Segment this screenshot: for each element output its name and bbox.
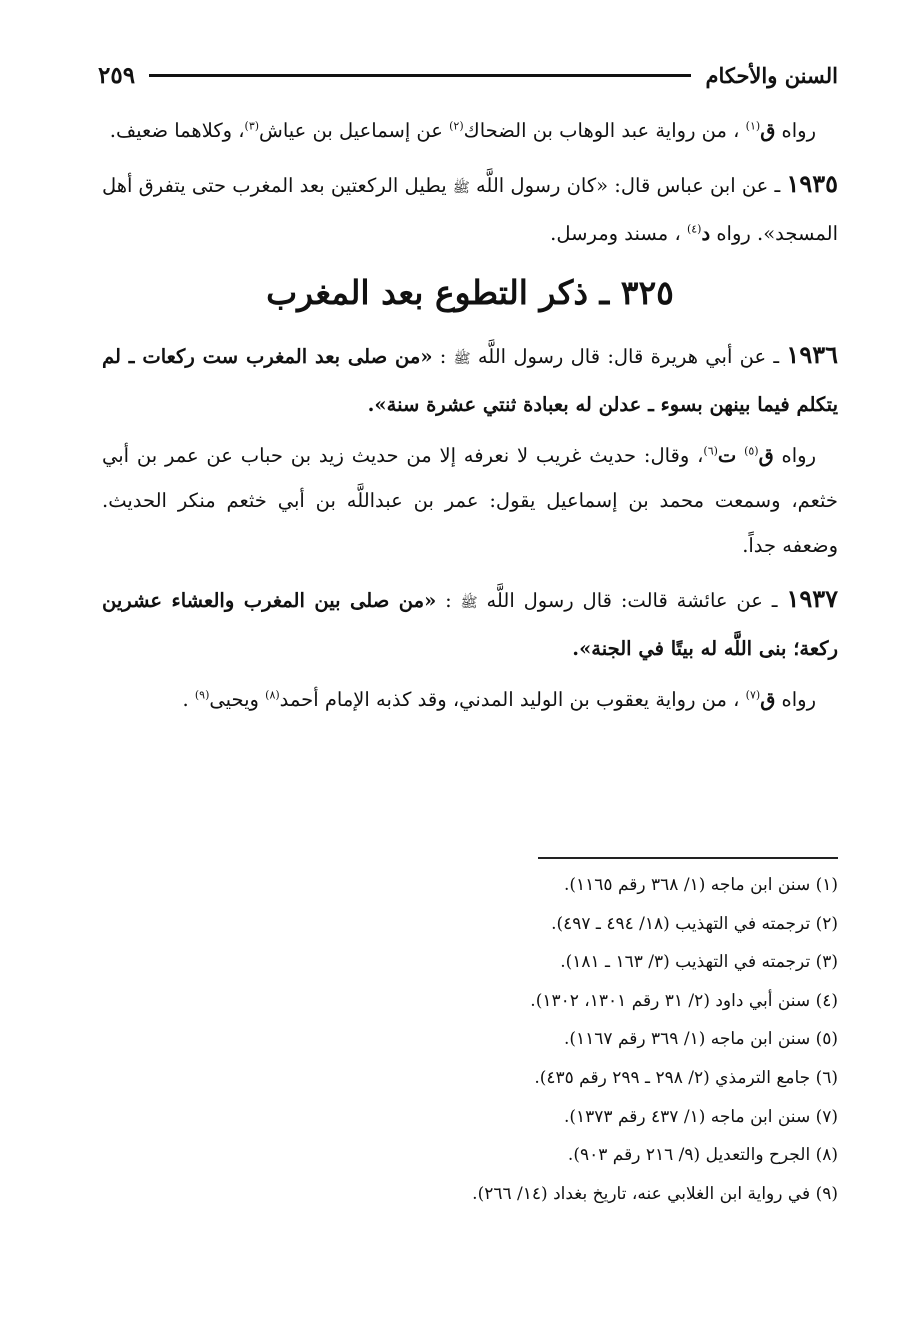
text-run: عن إسماعيل بن عياش [259, 119, 450, 142]
source-symbol: ق [758, 444, 774, 467]
footnote: (٣) ترجمته في التهذيب (٣/ ١٦٣ ـ ١٨١). [560, 952, 838, 973]
hadith-number: ١٩٣٧ [786, 584, 838, 613]
honorific-glyph: ﷺ [452, 180, 470, 196]
text-run: ويحيى [209, 688, 266, 711]
text-run: رواه [775, 688, 816, 711]
section-heading: ٣٢٥ ـ ذكر التطوع بعد المغرب [266, 273, 674, 312]
footnote-ref: (٦) [703, 444, 718, 458]
running-title: السنن والأحكام [705, 62, 838, 88]
hadith-number: ١٩٣٦ [786, 340, 838, 369]
footnote-ref: (٤) [686, 222, 702, 236]
text-run: ـ عن ابن عباس قال: «كان رسول اللَّه [469, 174, 787, 197]
hadith-number: ١٩٣٥ [786, 169, 838, 198]
footnote-ref: (٧) [745, 688, 761, 702]
footnote-ref: (٥) [744, 444, 759, 458]
text-run: ، وقال: حديث غريب لا نعرفه إلا من حديث زيد بن حباب عن عمر بن أبي خثعم، وسمعت محمد بن إسماعيل يقول: عمر بن عبداللَّه بن أبي خثعم منكر الحديث. وضعفه جداً. [102, 444, 838, 557]
paragraph-narration-1 [102, 108, 838, 153]
paragraph-narration-3 [102, 677, 838, 722]
source-symbol: ق [760, 119, 776, 142]
text-run: ، وكلاهما ضعيف. [109, 119, 245, 142]
text-run [736, 444, 744, 467]
footnote: (٦) جامع الترمذي (٢/ ٢٩٨ ـ ٢٩٩ رقم ٤٣٥). [534, 1067, 838, 1088]
footnote-ref: (٣) [244, 119, 260, 133]
footnote-separator [538, 857, 838, 859]
footnote-ref: (١) [745, 119, 761, 133]
source-symbol: د [701, 222, 711, 245]
footnote: (٥) سنن ابن ماجه (١/ ٣٦٩ رقم ١١٦٧). [563, 1029, 838, 1050]
header-rule [149, 74, 691, 77]
text-run: . [182, 688, 195, 711]
footnote: (٩) في رواية ابن الغلابي عنه، تاريخ بغداد (١٤/ ٢٦٦). [472, 1183, 838, 1204]
source-symbol: ت [717, 444, 737, 467]
footnote: (٨) الجرح والتعديل (٩/ ٢١٦ رقم ٩٠٣). [567, 1145, 838, 1166]
text-run: يطيل الركعتين بعد المغرب حتى يتفرق أهل المسجد». رواه [101, 174, 838, 245]
main-text [102, 108, 838, 730]
hadith-quote: «من صلى بين المغرب والعشاء عشرين ركعة؛ بنى اللَّه له بيتًا في الجنة». [102, 589, 838, 660]
honorific-glyph: ﷺ [453, 351, 471, 367]
paragraph-narration-2 [102, 433, 838, 568]
hadith-1935 [102, 161, 838, 256]
text-run: : [436, 589, 461, 612]
page-number: ٢٥٩ [98, 61, 136, 89]
text-run: رواه [775, 119, 816, 142]
text-run: رواه [773, 444, 817, 467]
text-run: : [432, 345, 454, 368]
footnote-ref: (٩) [194, 688, 210, 702]
hadith-1936 [102, 332, 838, 427]
footnote: (٧) سنن ابن ماجه (١/ ٤٣٧ رقم ١٣٧٣). [563, 1106, 838, 1127]
hadith-1937 [102, 576, 838, 671]
page-header [98, 58, 838, 92]
source-symbol: ق [760, 688, 776, 711]
text-run: ، مسند ومرسل. [550, 222, 687, 245]
honorific-glyph: ﷺ [460, 595, 478, 611]
text-run: ، من رواية يعقوب بن الوليد المدني، وقد كذبه الإمام أحمد [279, 688, 746, 711]
footnote-ref: (٨) [265, 688, 280, 702]
hadith-quote: «من صلى بعد المغرب ست ركعات ـ لم يتكلم فيما بينهن بسوء ـ عدلن له بعبادة ثنتي عشرة سنة». [102, 345, 838, 416]
footnote-ref: (٢) [449, 119, 464, 133]
text-run: ـ عن عائشة قالت: قال رسول اللَّه [477, 589, 787, 612]
footnote: (٤) سنن أبي داود (٢/ ٣١ رقم ١٣٠١، ١٣٠٢). [530, 990, 838, 1011]
text-run: ـ عن أبي هريرة قال: قال رسول اللَّه [470, 345, 787, 368]
text-run: ، من رواية عبد الوهاب بن الضحاك [463, 119, 746, 142]
footnote: (١) سنن ابن ماجه (١/ ٣٦٨ رقم ١١٦٥). [563, 875, 838, 895]
footnotes [300, 866, 838, 1213]
footnote: (٢) ترجمته في التهذيب (١٨/ ٤٩٤ ـ ٤٩٧). [551, 913, 838, 934]
